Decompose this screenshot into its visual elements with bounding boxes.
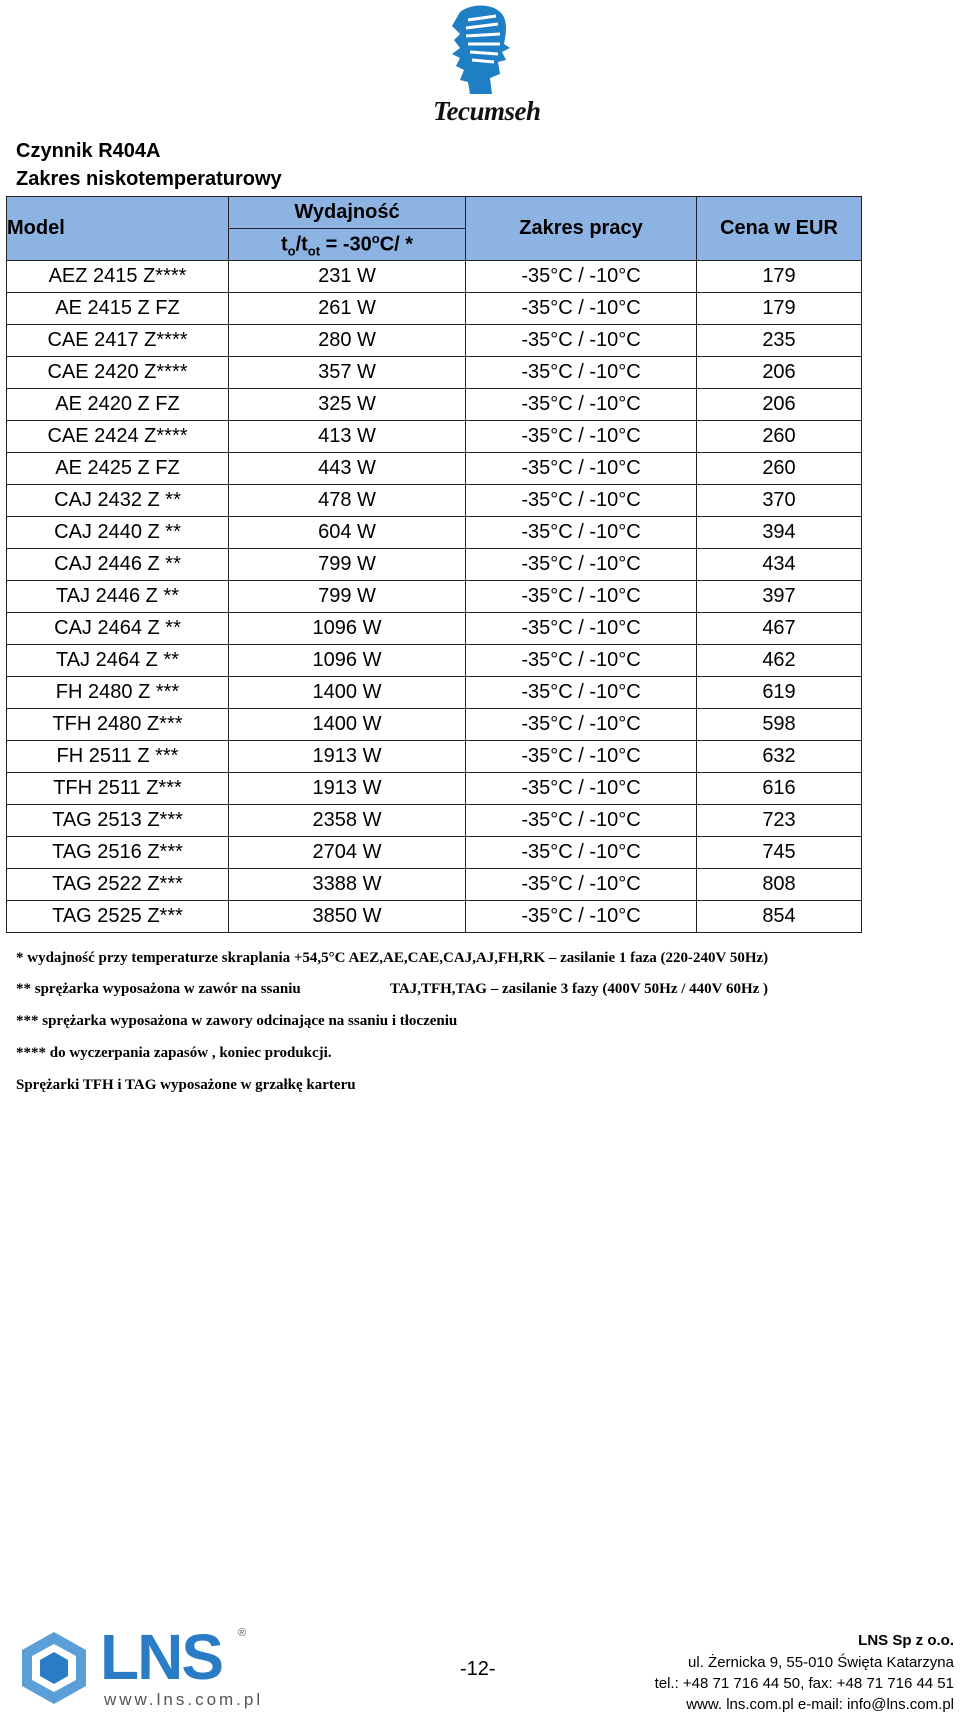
header-performance: Wydajność [229,197,466,229]
cell-range: -35°C / -10°C [466,741,697,773]
cell-range: -35°C / -10°C [466,645,697,677]
cell-range: -35°C / -10°C [466,677,697,709]
table-row [7,837,862,869]
cell-price: 179 [697,261,862,293]
cell-price: 745 [697,837,862,869]
table-row [7,709,862,741]
cell-price: 394 [697,517,862,549]
registered-mark: ® [238,1627,247,1639]
table-row [7,485,862,517]
cell-price: 616 [697,773,862,805]
refrigerant-title: Czynnik R404A [16,140,161,162]
note-4: **** do wyczerpania zapasów , koniec produkcji. [16,1045,332,1061]
cell-model: CAJ 2432 Z ** [7,485,229,517]
cell-price: 370 [697,485,862,517]
cell-price: 598 [697,709,862,741]
page-number: -12- [460,1658,496,1680]
cell-price: 854 [697,901,862,933]
lns-emblem-icon [14,1628,94,1708]
table-row [7,805,862,837]
table-row [7,293,862,325]
cell-performance: 1400 W [229,677,466,709]
cell-model: TAG 2525 Z*** [7,901,229,933]
brand-wordmark: Tecumseh [433,96,541,126]
cell-model: TAG 2516 Z*** [7,837,229,869]
cell-price: 462 [697,645,862,677]
cell-performance: 280 W [229,325,466,357]
cell-performance: 799 W [229,581,466,613]
cell-model: TAG 2522 Z*** [7,869,229,901]
company-web-email: www. lns.com.pl e-mail: info@lns.com.pl [686,1696,954,1713]
cell-range: -35°C / -10°C [466,357,697,389]
cell-price: 808 [697,869,862,901]
cell-model: TFH 2480 Z*** [7,709,229,741]
cell-model: FH 2511 Z *** [7,741,229,773]
cell-price: 434 [697,549,862,581]
table-row [7,261,862,293]
cell-performance: 799 W [229,549,466,581]
note-3: *** sprężarka wyposażona w zawory odcinające na ssaniu i tłoczeniu [16,1013,458,1029]
cell-performance: 443 W [229,453,466,485]
cell-range: -35°C / -10°C [466,901,697,933]
table-row [7,613,862,645]
cell-performance: 1096 W [229,613,466,645]
cell-performance: 3850 W [229,901,466,933]
cell-price: 723 [697,805,862,837]
cell-price: 397 [697,581,862,613]
cell-model: CAJ 2464 Z ** [7,613,229,645]
cell-performance: 3388 W [229,869,466,901]
note-5: Sprężarki TFH i TAG wyposażone w grzałkę karteru [16,1077,356,1093]
cell-range: -35°C / -10°C [466,837,697,869]
cell-model: CAJ 2440 Z ** [7,517,229,549]
cell-range: -35°C / -10°C [466,261,697,293]
cell-model: TAJ 2446 Z ** [7,581,229,613]
cell-performance: 604 W [229,517,466,549]
lns-wordmark: LNS [100,1621,222,1693]
indian-head-icon [430,4,540,98]
cell-price: 467 [697,613,862,645]
note-2b: TAJ,TFH,TAG – zasilanie 3 fazy (400V 50Hz / 440V 60Hz ) [390,981,769,997]
cell-performance: 413 W [229,421,466,453]
table-row [7,581,862,613]
header-conditions: $t_o/t_{ot} = -30^oC/$ * [229,229,466,261]
cell-performance: 1913 W [229,741,466,773]
cell-model: FH 2480 Z *** [7,677,229,709]
company-phone: tel.: +48 71 716 44 50, fax: +48 71 716 44 51 [654,1675,954,1692]
cell-price: 632 [697,741,862,773]
cell-range: -35°C / -10°C [466,805,697,837]
cell-price: 260 [697,421,862,453]
cell-performance: 1096 W [229,645,466,677]
cell-range: -35°C / -10°C [466,485,697,517]
cell-range: -35°C / -10°C [466,517,697,549]
cell-price: 619 [697,677,862,709]
cell-model: TFH 2511 Z*** [7,773,229,805]
header-price: Cena w EUR [697,197,862,261]
cell-range: -35°C / -10°C [466,325,697,357]
cell-range: -35°C / -10°C [466,709,697,741]
cell-model: CAE 2424 Z**** [7,421,229,453]
table-row [7,357,862,389]
table-body [7,261,862,933]
cell-performance: 2704 W [229,837,466,869]
cell-price: 260 [697,453,862,485]
cell-performance: 2358 W [229,805,466,837]
cell-performance: 1400 W [229,709,466,741]
table-row [7,741,862,773]
table-row [7,421,862,453]
note-1: * wydajność przy temperaturze skraplania +54,5°C AEZ,AE,CAE,CAJ,AJ,FH,RK – zasilanie 1 faza (220-240V 50Hz) [16,950,769,966]
cell-performance: 1913 W [229,773,466,805]
header-model: Model [7,197,229,261]
cell-model: TAG 2513 Z*** [7,805,229,837]
company-address: ul. Żernicka 9, 55-010 Święta Katarzyna [688,1654,954,1671]
cell-range: -35°C / -10°C [466,389,697,421]
table-row [7,901,862,933]
cell-performance: 231 W [229,261,466,293]
table-row [7,869,862,901]
cell-model: CAE 2417 Z**** [7,325,229,357]
cell-model: AE 2420 Z FZ [7,389,229,421]
cell-model: CAE 2420 Z**** [7,357,229,389]
cell-performance: 325 W [229,389,466,421]
cell-range: -35°C / -10°C [466,869,697,901]
table-row [7,773,862,805]
cell-model: AEZ 2415 Z**** [7,261,229,293]
note-2: ** sprężarka wyposażona w zawór na ssaniu [16,981,301,997]
cell-range: -35°C / -10°C [466,773,697,805]
table-row [7,549,862,581]
cell-model: AE 2425 Z FZ [7,453,229,485]
table-row [7,645,862,677]
cell-performance: 357 W [229,357,466,389]
cell-model: TAJ 2464 Z ** [7,645,229,677]
cell-model: AE 2415 Z FZ [7,293,229,325]
price-table [6,196,862,933]
cell-performance: 261 W [229,293,466,325]
range-title: Zakres niskotemperaturowy [16,168,282,190]
table-row [7,677,862,709]
cell-price: 235 [697,325,862,357]
cell-range: -35°C / -10°C [466,581,697,613]
table-row [7,325,862,357]
company-name: LNS Sp z o.o. [858,1632,954,1649]
header-range: Zakres pracy [466,197,697,261]
table-row [7,389,862,421]
cell-price: 206 [697,357,862,389]
cell-price: 179 [697,293,862,325]
cell-range: -35°C / -10°C [466,549,697,581]
cell-range: -35°C / -10°C [466,293,697,325]
cell-range: -35°C / -10°C [466,453,697,485]
table-row [7,453,862,485]
table-row [7,517,862,549]
cell-performance: 478 W [229,485,466,517]
cell-range: -35°C / -10°C [466,421,697,453]
cell-range: -35°C / -10°C [466,613,697,645]
cell-model: CAJ 2446 Z ** [7,549,229,581]
cell-price: 206 [697,389,862,421]
lns-url: www.lns.com.pl [104,1690,264,1709]
